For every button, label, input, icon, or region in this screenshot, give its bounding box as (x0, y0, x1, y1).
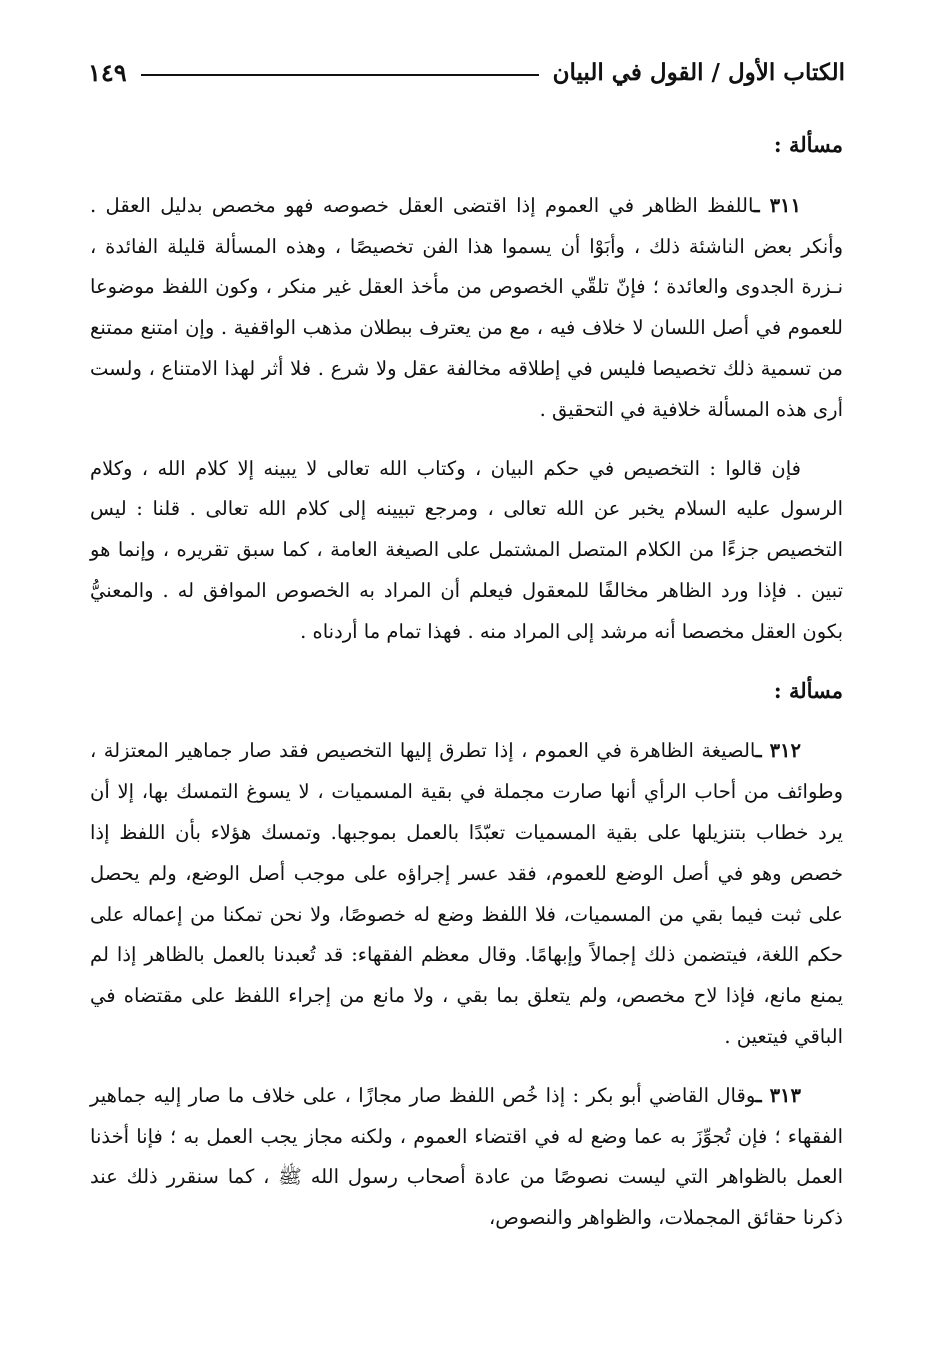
paragraph-text: وقال القاضي أبو بكر : إذا خُص اللفظ صار مجازًا ، على خلاف ما صار إليه جماهير الفقهاء ؛ فإن تُجوِّزَ به عما وضع له في اقتضاء العموم ، ولكنه مجاز يجب العمل به ؛ فإنا أخذنا العمل بالظواهر التي ليست نصوصًا من عادة أصحاب رسول الله ﷺ ، كما سنقرر ذلك عند ذكرنا حقائق المجملات، والظواهر والنصوص، (90, 1083, 843, 1230)
paragraph-text: اللفظ الظاهر في العموم إذا اقتضى العقل خصوصه فهو مخصص بدليل العقل . وأنكر بعض الناشئة ذلك ، وأبَوْا أن يسموا هذا الفن تخصيصًا ، وهذه المسألة قليلة الفائدة ، نـزرة الجدوى والعائدة ؛ فإنّ تلقّي الخصوص من مأخذ العقل غير منكر ، وكون اللفظ موضوعا للعموم في أصل اللسان لا خلاف فيه ، مع من يعترف ببطلان مذهب الواقفية . وإن امتنع ممتنع من تسمية ذلك تخصيصا فليس في إطلاقه مخالفة عقل ولا شرع . فلا أثر لهذا الامتناع ، ولست أرى هذه المسألة خلافية في التحقيق . (90, 193, 843, 421)
paragraph-text: الصيغة الظاهرة في العموم ، إذا تطرق إليها التخصيص فقد صار جماهير المعتزلة ، وطوائف من أحاب الرأي أنها صارت مجملة في بقية المسميات ، لا يسوغ التمسك بها، إلا أن يرد خطاب بتنزيلها على بقية المسميات تعبّدًا بالعمل بموجبها. وتمسك هؤلاء بأن اللفظ إذا خصص وهو في أصل الوضع للعموم، فقد عسر إجراؤه على موجب أصل الوضع، ولم يحصل على ثبت فيما بقي من المسميات، فلا اللفظ وضع له خصوصًا، ولا نحن تمكنا من إعماله على حكم اللغة، فيتضمن ذلك إجمالاً وإبهامًا. وقال معظم الفقهاء: قد تُعبدنا بالعمل بالظاهر إذا لم يمنع مانع، فإذا لاح مخصص، ولم يتعلق بما بقي ، ولا مانع من إجراء اللفظ على مقتضاه في الباقي فيتعين . (90, 739, 843, 1048)
header-rule (141, 74, 539, 76)
section-heading: مسألة : (773, 132, 843, 157)
paragraph-312 (90, 731, 843, 1057)
paragraph-313 (90, 1076, 843, 1239)
running-header (88, 50, 845, 94)
section-heading: مسألة : (773, 677, 843, 703)
paragraph-311-continued (90, 449, 843, 653)
page-number: ١٤٩ (88, 57, 127, 87)
paragraph-text: فإن قالوا : التخصيص في حكم البيان ، وكتاب الله تعالى لا يبينه إلا كلام الله ، وكلام الرسول عليه السلام يخبر عن الله تعالى ، ومرجع تبيينه إلى كلام الله تعالى . قلنا : ليس التخصيص جزءًا من الكلام المتصل المشتمل على الصيغة العامة ، كما سبق تقريره ، وإنما هو تبين . فإذا ورد الظاهر مخالفًا للمعقول فيعلم أن المراد به الخصوص الموافق له . والمعنيُّ بكون العقل مخصصا أنه مرشد إلى المراد منه . فهذا تمام ما أردناه . (90, 456, 843, 643)
running-title: الكتاب الأول / القول في البيان (552, 58, 845, 86)
paragraph-number: ٣١١ ـ (753, 193, 801, 217)
paragraph-311 (90, 186, 843, 431)
paragraph-number: ٣١٢ ـ (755, 739, 801, 763)
page-body (90, 125, 843, 1257)
paragraph-number: ٣١٣ ـ (755, 1083, 801, 1107)
